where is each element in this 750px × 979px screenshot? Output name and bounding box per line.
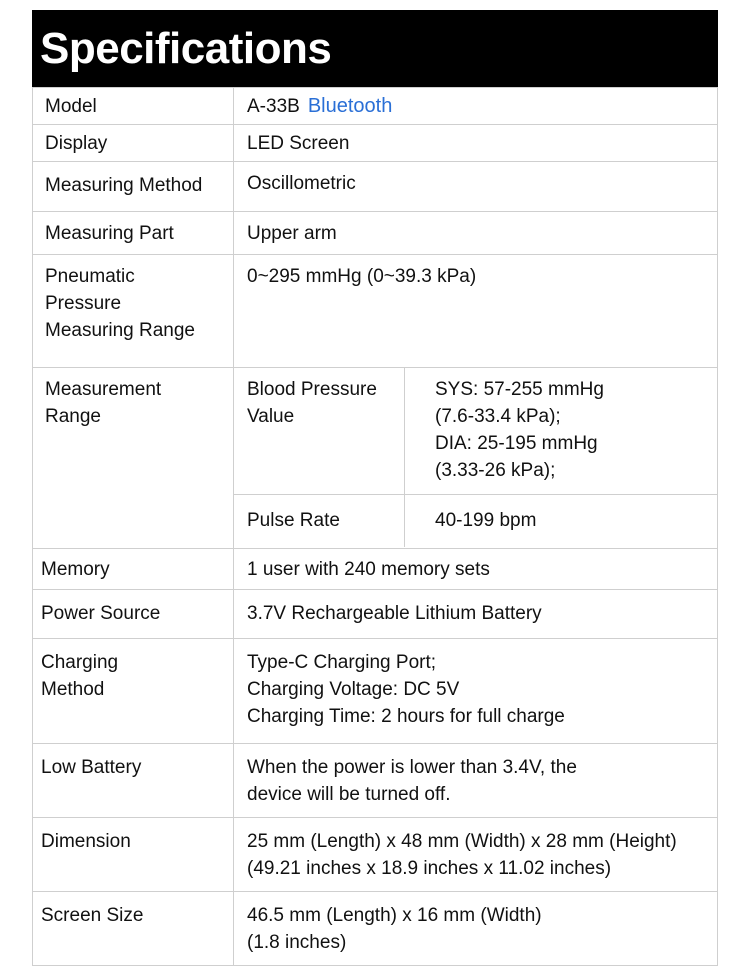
table-row bbox=[33, 892, 718, 966]
value-line: (1.8 inches) bbox=[247, 932, 347, 953]
subtable-row bbox=[234, 494, 717, 547]
row-value bbox=[234, 744, 718, 818]
value-line: (7.6-33.4 kPa); bbox=[435, 406, 561, 427]
table-row bbox=[33, 590, 718, 639]
label-line: Pressure bbox=[45, 293, 122, 314]
row-label: Dimension bbox=[33, 818, 234, 892]
row-label: Measuring Method bbox=[33, 162, 234, 212]
value-line: 25 mm (Length) x 48 mm (Width) x 28 mm (Height) bbox=[247, 831, 677, 852]
label-line: Measurement bbox=[45, 379, 162, 400]
label-line: Charging bbox=[41, 652, 119, 673]
row-label: Low Battery bbox=[33, 744, 234, 818]
range-subtable-cell bbox=[234, 368, 718, 549]
table-row bbox=[33, 744, 718, 818]
table-row bbox=[33, 162, 718, 212]
row-label: Memory bbox=[33, 549, 234, 590]
page-title: Specifications bbox=[40, 23, 332, 73]
table-row bbox=[33, 125, 718, 162]
row-label: Measuring Part bbox=[33, 212, 234, 255]
label-line: Value bbox=[247, 406, 295, 427]
row-value: 3.7V Rechargeable Lithium Battery bbox=[234, 590, 718, 639]
row-value: LED Screen bbox=[234, 125, 718, 162]
table-row bbox=[33, 818, 718, 892]
row-value: 1 user with 240 memory sets bbox=[234, 549, 718, 590]
table-row bbox=[33, 212, 718, 255]
table-row bbox=[33, 368, 718, 549]
table-row bbox=[33, 255, 718, 368]
sub-value bbox=[405, 368, 718, 494]
value-line: SYS: 57-255 mmHg bbox=[435, 379, 604, 400]
row-value: Oscillometric bbox=[234, 162, 718, 212]
value-line: (3.33-26 kPa); bbox=[435, 460, 556, 481]
label-line: Blood Pressure bbox=[247, 379, 377, 400]
row-label bbox=[33, 255, 234, 368]
value-line: DIA: 25-195 mmHg bbox=[435, 433, 598, 454]
value-line: (49.21 inches x 18.9 inches x 11.02 inches) bbox=[247, 858, 612, 879]
label-line: Pneumatic bbox=[45, 266, 135, 287]
row-value: 0~295 mmHg (0~39.3 kPa) bbox=[234, 255, 718, 368]
row-value bbox=[234, 88, 718, 125]
label-line: Method bbox=[41, 679, 105, 700]
row-label: Model bbox=[33, 88, 234, 125]
value-line: 46.5 mm (Length) x 16 mm (Width) bbox=[247, 905, 542, 926]
row-label: Display bbox=[33, 125, 234, 162]
spec-sheet bbox=[32, 10, 718, 966]
value-line: device will be turned off. bbox=[247, 784, 451, 805]
row-label: Screen Size bbox=[33, 892, 234, 966]
spec-table bbox=[32, 87, 718, 966]
model-number: A-33B bbox=[247, 96, 300, 117]
row-value bbox=[234, 892, 718, 966]
row-value bbox=[234, 818, 718, 892]
table-row bbox=[33, 549, 718, 590]
sub-label bbox=[234, 368, 405, 494]
sub-label: Pulse Rate bbox=[234, 494, 405, 547]
row-label: Power Source bbox=[33, 590, 234, 639]
range-subtable bbox=[234, 368, 717, 547]
row-label bbox=[33, 639, 234, 744]
sub-value: 40-199 bpm bbox=[405, 494, 718, 547]
value-line: Type-C Charging Port; bbox=[247, 652, 437, 673]
value-line: Charging Time: 2 hours for full charge bbox=[247, 706, 565, 727]
header-banner bbox=[32, 10, 718, 87]
table-row bbox=[33, 88, 718, 125]
table-row bbox=[33, 639, 718, 744]
bluetooth-tag: Bluetooth bbox=[307, 95, 393, 117]
value-line: When the power is lower than 3.4V, the bbox=[247, 757, 577, 778]
subtable-row bbox=[234, 368, 717, 494]
label-line: Measuring Range bbox=[45, 320, 195, 341]
row-value bbox=[234, 639, 718, 744]
label-line: Range bbox=[45, 406, 101, 427]
row-value: Upper arm bbox=[234, 212, 718, 255]
row-label bbox=[33, 368, 234, 549]
value-line: Charging Voltage: DC 5V bbox=[247, 679, 460, 700]
